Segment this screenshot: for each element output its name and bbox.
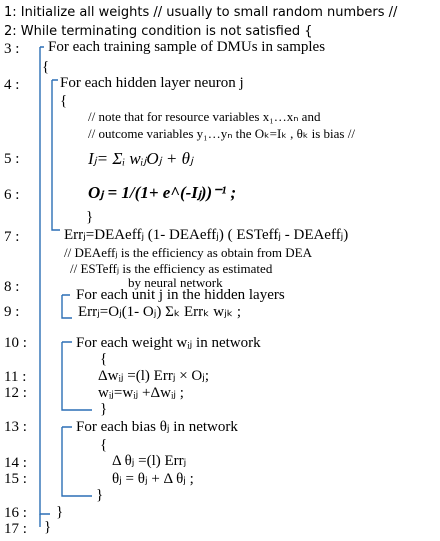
weight-loop-bracket [62,342,92,410]
line-6-formula: Oⱼ = 1/(1+ e^(-Iⱼ))⁻¹ ; [88,183,237,202]
line-7-text: Errⱼ=DEAeffⱼ (1- DEAeffⱼ) ( ESTeffⱼ - DEAeffⱼ) [64,227,349,243]
line-8-comment: by neural network [128,275,223,290]
line-11-number: 11 : [4,369,27,385]
line-8-text: For each unit j in the hidden layers [76,287,285,303]
line-12-formula: wᵢⱼ=wᵢⱼ +Δwᵢⱼ ; [98,385,184,401]
line-5-number: 5 : [4,151,20,167]
weight-brace-open: { [100,351,108,367]
line-3-number: 3 : [4,41,20,57]
line-4-text: For each hidden layer neuron j [60,75,244,91]
line-8-number: 8 : [4,279,20,295]
line-7-comment-1: // DEAeffⱼ is the efficiency as obtain from DEA [64,245,312,260]
line-4-number: 4 : [4,77,20,93]
bias-brace-close: } [96,487,104,503]
line-7-number: 7 : [4,229,20,245]
line-16-brace: } [56,504,64,520]
unit-loop-bracket [62,295,72,318]
line-2: 2: While terminating condition is not satisfied { [4,24,313,39]
line-12-number: 12 : [4,385,27,401]
line-5-formula: Iⱼ= Σᵢ wᵢⱼOⱼ + θⱼ [88,149,193,168]
line-11-formula: Δwᵢⱼ =(l) Errⱼ × Oⱼ; [98,368,210,384]
neuron-brace-close: } [86,209,94,225]
bias-brace-open: { [100,437,108,453]
line-3-text: For each training sample of DMUs in samples [48,39,326,55]
bias-loop-bracket [62,427,92,496]
line-16-number: 16 : [4,505,27,521]
line-14-number: 14 : [4,455,27,471]
outer-brace-open: { [42,59,50,75]
line-7-comment-2: // ESTeffⱼ is the efficiency as estimated [70,261,273,276]
line-9-number: 9 : [4,304,20,320]
line-17-number: 17 : [4,521,27,537]
line-10-number: 10 : [4,335,27,351]
weight-brace-close: } [100,401,108,417]
line-15-number: 15 : [4,471,27,487]
line-13-text: For each bias θⱼ in network [76,419,238,435]
outer-loop-bracket [40,47,50,514]
line-17-brace: } [44,519,52,535]
note-line-1: // note that for resource variables x₁…xₙ and [88,109,321,124]
line-6-number: 6 : [4,187,20,203]
line-10-text: For each weight wᵢⱼ in network [76,335,261,351]
line-15-formula: θⱼ = θⱼ + Δ θⱼ ; [112,471,194,487]
neuron-brace-open: { [60,93,68,109]
line-9-formula: Errⱼ=Oⱼ(1- Oⱼ) Σₖ Errₖ wⱼₖ ; [78,304,242,320]
note-line-2: // outcome variables y₁…yₙ the Oₖ=Iₖ , θₖ is bias // [88,126,355,141]
neuron-loop-bracket [52,80,60,230]
line-13-number: 13 : [4,419,27,435]
line-1: 1: Initialize all weights // usually to small random numbers // [4,5,398,20]
line-14-formula: Δ θⱼ =(l) Errⱼ [112,453,187,469]
